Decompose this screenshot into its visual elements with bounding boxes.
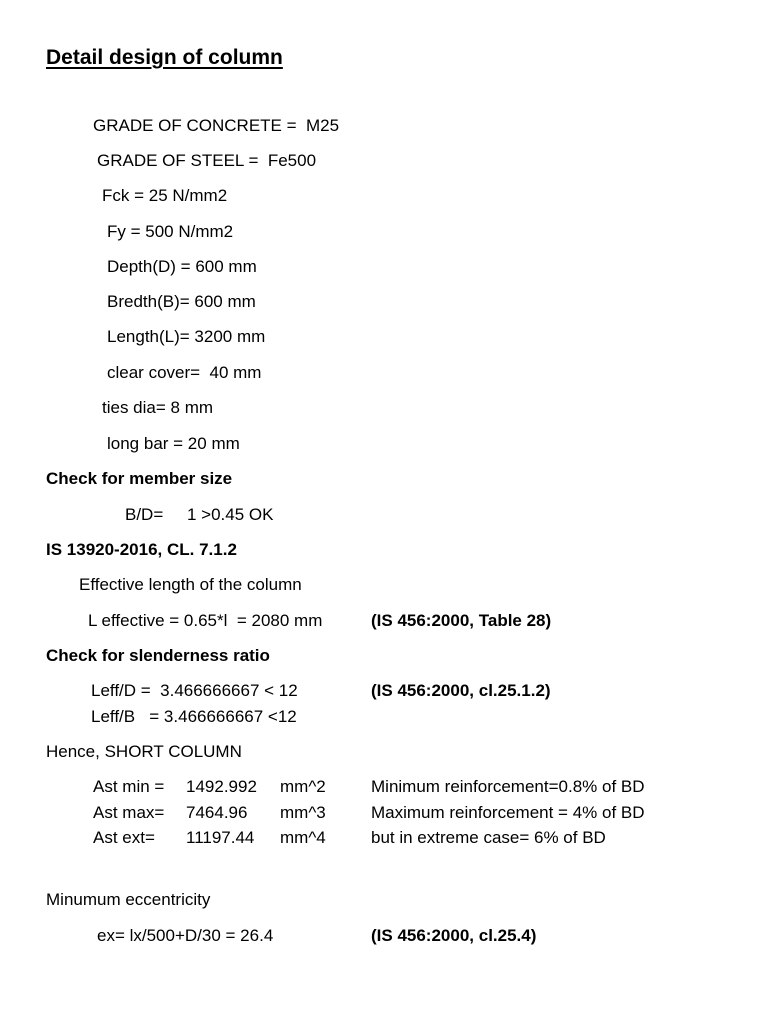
eccentricity-reference: (IS 456:2000, cl.25.4) [371, 926, 537, 945]
ast-ext-value: 11197.44 [186, 828, 255, 847]
input-fy: Fy = 500 N/mm2 [107, 222, 234, 241]
ast-max-label: Ast max= [93, 803, 165, 822]
input-length: Length(L)= 3200 mm [107, 327, 266, 346]
ast-max-note: Maximum reinforcement = 4% of BD [371, 803, 645, 822]
input-grade-of-concrete: GRADE OF CONCRETE = M25 [93, 116, 340, 135]
input-depth: Depth(D) = 600 mm [107, 257, 257, 276]
input-long-bar: long bar = 20 mm [107, 434, 240, 453]
ast-min-label: Ast min = [93, 777, 165, 796]
leff-d-reference: (IS 456:2000, cl.25.1.2) [371, 681, 551, 700]
ast-ext-note: but in extreme case= 6% of BD [371, 828, 606, 847]
page-title: Detail design of column [46, 46, 283, 69]
ast-max-value: 7464.96 [186, 803, 248, 822]
eccentricity-heading: Minumum eccentricity [46, 890, 211, 909]
eccentricity-formula: ex= lx/500+D/30 = 26.4 [97, 926, 274, 945]
leff-b-check: Leff/B = 3.466666667 <12 [91, 707, 297, 726]
slenderness-heading: Check for slenderness ratio [46, 646, 270, 665]
ast-min-unit: mm^2 [280, 777, 326, 796]
effective-length-label: Effective length of the column [79, 575, 302, 594]
input-breadth: Bredth(B)= 600 mm [107, 292, 256, 311]
effective-length-formula: L effective = 0.65*l = 2080 mm [88, 611, 323, 630]
bd-label: B/D= [125, 505, 164, 524]
ast-max-unit: mm^3 [280, 803, 326, 822]
short-column-conclusion: Hence, SHORT COLUMN [46, 742, 242, 761]
input-ties-dia: ties dia= 8 mm [102, 398, 214, 417]
clause-heading: IS 13920-2016, CL. 7.1.2 [46, 540, 237, 559]
ast-ext-unit: mm^4 [280, 828, 326, 847]
member-size-heading: Check for member size [46, 469, 233, 488]
ast-min-value: 1492.992 [186, 777, 257, 796]
effective-length-reference: (IS 456:2000, Table 28) [371, 611, 552, 630]
bd-value: 1 >0.45 OK [187, 505, 274, 524]
leff-d-check: Leff/D = 3.466666667 < 12 [91, 681, 298, 700]
input-clear-cover: clear cover= 40 mm [107, 363, 262, 382]
input-grade-of-steel: GRADE OF STEEL = Fe500 [97, 151, 317, 170]
ast-min-note: Minimum reinforcement=0.8% of BD [371, 777, 645, 796]
input-fck: Fck = 25 N/mm2 [102, 186, 228, 205]
ast-ext-label: Ast ext= [93, 828, 155, 847]
